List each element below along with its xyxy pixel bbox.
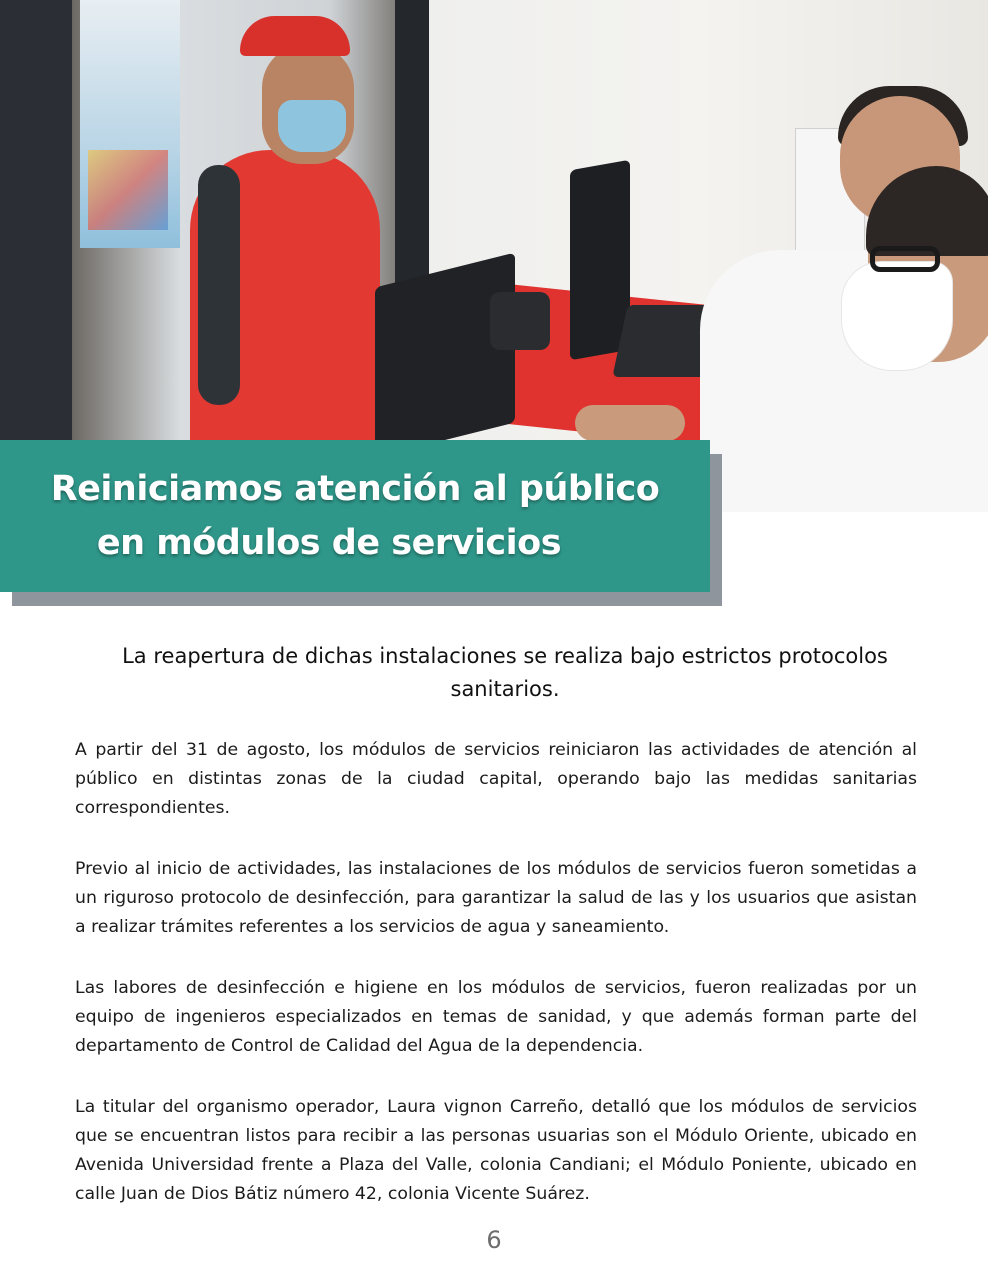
paragraph: Previo al inicio de actividades, las instalaciones de los módulos de servicios fueron sometidas a un riguroso protocolo de desinfección, para garantizar la salud de las y los usuarios que asistan a realizar trámites referentes a los servicios de agua y saneamiento. [75,859,917,937]
page-number: 6 [486,1226,502,1254]
customer-backpack-strap [198,165,240,405]
paragraph: Las labores de desinfección e higiene en los módulos de servicios, fueron realizadas por un equipo de ingenieros especializados en temas de sanidad, y que además forman parte del departamento de Control de Calidad del Agua de la dependencia. [75,978,917,1056]
paragraph: La titular del organismo operador, Laura vignon Carreño, detalló que los módulos de servicios que se encuentran listos para recibir a las personas usuarias son el Módulo Oriente, ubicado en Avenida Universidad frente a Plaza del Valle, colonia Candiani; el Módulo Poniente, ubicado en calle Juan de Dios Bátiz número 42, colonia Vicente Suárez. [75,1097,917,1204]
monitor-front [375,253,515,458]
hero-photo [0,0,988,512]
customer-face-mask [278,100,346,152]
title-banner [0,440,710,592]
customer-cap [240,16,350,56]
subtitle-line-2: sanitarios. [450,677,560,701]
article-body [75,736,917,1241]
banner-title-line-1: Reiniciamos atención al público [50,469,660,509]
staff-woman-glasses [870,246,940,272]
paragraph: A partir del 31 de agosto, los módulos de servicios reiniciaron las actividades de atención al público en distintas zonas de la ciudad capital, operando bajo las medidas sanitarias correspondientes. [75,740,917,818]
staff-hand [575,405,685,441]
banner-title-line-2: en módulos de servicios [96,523,562,563]
article-subtitle [70,640,940,706]
window-frame-left [0,0,72,512]
desk-speaker [490,292,550,350]
monitor-back [570,160,630,361]
poster-graphic [88,150,168,230]
subtitle-line-1: La reapertura de dichas instalaciones se realiza bajo estrictos protocolos [122,644,888,668]
staff-woman-mask [842,262,952,370]
